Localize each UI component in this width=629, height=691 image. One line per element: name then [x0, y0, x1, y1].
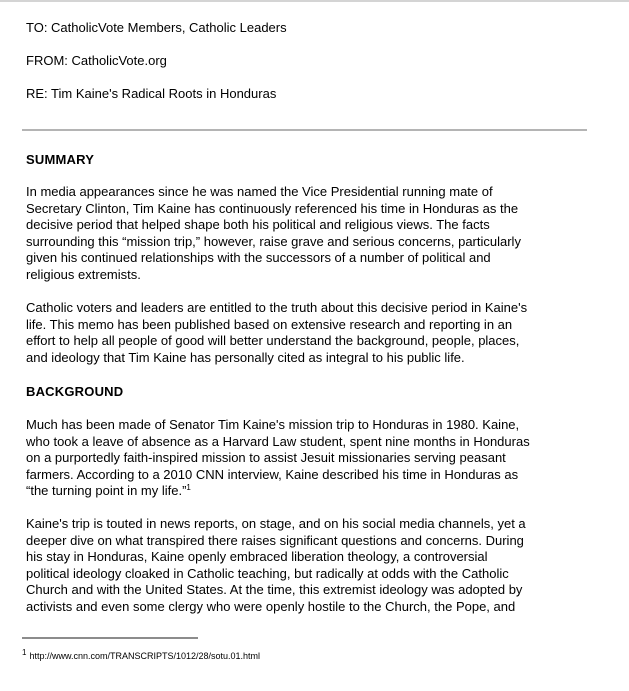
footnote-divider: [22, 637, 198, 639]
text-line: Secretary Clinton, Tim Kaine has continuously referenced his time in Honduras as the: [26, 200, 519, 216]
text-line: [26, 483, 591, 500]
footnote-1: [22, 647, 260, 662]
text-line: farmers. According to a 2010 CNN interview, Kaine described his time in Honduras as: [26, 466, 519, 482]
text-line: religious extremists.: [26, 266, 141, 282]
text-line: surrounding this “mission trip,” however, raise grave and serious concerns, particularly: [26, 233, 521, 249]
text-line-content: “the turning point in my life.”: [26, 483, 187, 498]
text-line: Much has been made of Senator Tim Kaine's mission trip to Honduras in 1980. Kaine,: [26, 417, 520, 432]
memo-re-line: RE: Tim Kaine's Radical Roots in Honduras: [26, 86, 277, 101]
background-paragraph-1: [26, 417, 591, 500]
text-line: decisive period that helped shape both his political and religious views. The facts: [26, 217, 490, 232]
summary-heading: SUMMARY: [26, 152, 95, 167]
text-line: activists and even some clergy who were openly hostile to the Church, the Pope, and: [26, 598, 516, 614]
text-line: given his continued relationships with the successors of a number of political and: [26, 250, 491, 265]
text-line: deeper dive on what transpired there raises significant questions and concerns. During: [26, 532, 524, 548]
text-line: who took a leave of absence as a Harvard Law student, spent nine months in Honduras: [26, 433, 530, 449]
memo-from-line: FROM: CatholicVote.org: [26, 53, 167, 68]
background-paragraph-2: [26, 516, 591, 615]
text-line: Catholic voters and leaders are entitled to the truth about this decisive period in Kaine's: [26, 300, 528, 315]
text-line: effort to help all people of good will better understand the background, people, places,: [26, 333, 520, 348]
footnote-link[interactable]: http://www.cnn.com/TRANSCRIPTS/1012/28/sotu.01.html: [29, 651, 261, 661]
background-heading: BACKGROUND: [26, 384, 124, 399]
footnote-number: 1: [22, 648, 27, 657]
text-line: life. This memo has been published based on extensive research and reporting in an: [26, 316, 513, 332]
text-line: Church and with the United States. At the time, this extremist ideology was adopted by: [26, 582, 523, 597]
header-divider: [22, 129, 587, 131]
summary-paragraph-2: [26, 300, 591, 366]
text-line: on a purportedly faith-inspired mission to assist Jesuit missionaries serving peasant: [26, 450, 506, 465]
text-line: political ideology cloaked in Catholic teaching, but radically at odds with the Catholic: [26, 565, 509, 581]
summary-paragraph-1: [26, 184, 591, 283]
text-line: and ideology that Tim Kaine has personally cited as integral to his public life.: [26, 349, 465, 365]
text-line: In media appearances since he was named the Vice Presidential running mate of: [26, 184, 493, 199]
footnote-reference[interactable]: 1: [186, 483, 191, 492]
text-line: Kaine's trip is touted in news reports, on stage, and on his social media channels, yet a: [26, 516, 526, 531]
memo-to-line: TO: CatholicVote Members, Catholic Leaders: [26, 20, 287, 35]
text-line: his stay in Honduras, Kaine openly embraced liberation theology, a controversial: [26, 549, 488, 564]
